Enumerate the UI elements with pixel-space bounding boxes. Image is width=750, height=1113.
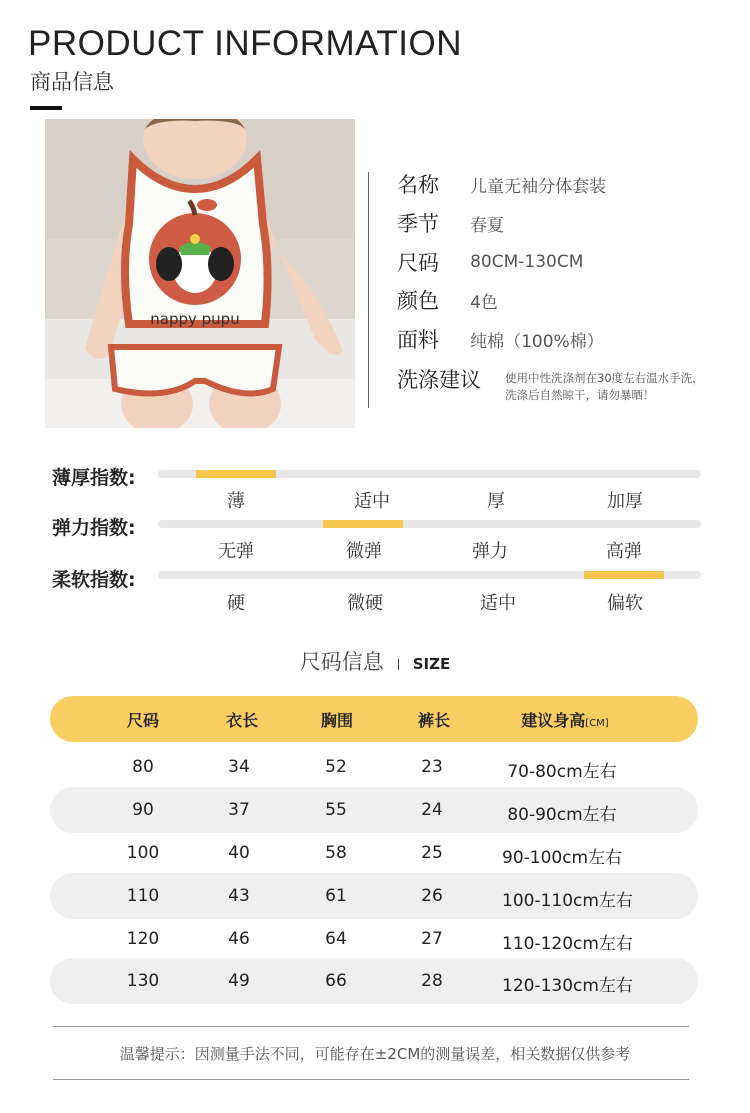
thickness-option: 厚 bbox=[487, 491, 505, 512]
table-cell: 80-90cm左右 bbox=[507, 805, 617, 825]
title-underline bbox=[30, 106, 62, 110]
table-cell: 90 bbox=[132, 800, 154, 820]
info-label: 季节 bbox=[397, 212, 439, 236]
header-cell-height bbox=[505, 708, 625, 731]
table-cell: 100 bbox=[126, 843, 160, 863]
header-cell: 衣长 bbox=[225, 711, 258, 730]
elasticity-option: 微弹 bbox=[346, 541, 382, 562]
table-cell: 46 bbox=[228, 929, 250, 949]
table-cell: 28 bbox=[421, 971, 443, 991]
info-label: 尺码 bbox=[397, 251, 439, 275]
table-cell: 43 bbox=[228, 886, 250, 906]
elasticity-option: 弹力 bbox=[472, 541, 508, 562]
footer-divider-bottom bbox=[53, 1079, 689, 1080]
info-row-season bbox=[397, 208, 747, 238]
table-cell: 120 bbox=[126, 929, 160, 949]
thickness-index-label: 薄厚指数: bbox=[52, 467, 136, 489]
table-cell: 100-110cm左右 bbox=[502, 891, 633, 911]
table-cell: 64 bbox=[325, 929, 347, 949]
table-cell: 23 bbox=[421, 757, 443, 777]
info-label: 颜色 bbox=[397, 289, 439, 313]
elasticity-option: 高弹 bbox=[606, 541, 642, 562]
page-title-en: PRODUCT INFORMATION bbox=[28, 24, 463, 63]
table-cell: 66 bbox=[325, 971, 347, 991]
table-cell: 58 bbox=[325, 843, 347, 863]
softness-selected-bar bbox=[584, 571, 664, 579]
info-value: 4色 bbox=[470, 292, 498, 313]
info-value: 80CM-130CM bbox=[470, 252, 584, 272]
info-row-color bbox=[397, 285, 747, 315]
header-cell-label: 建议身高 bbox=[521, 711, 586, 730]
info-row-size bbox=[397, 247, 747, 277]
softness-option: 硬 bbox=[227, 593, 245, 614]
softness-track bbox=[158, 571, 701, 579]
table-cell: 27 bbox=[421, 929, 443, 949]
softness-option: 适中 bbox=[480, 593, 516, 614]
table-cell: 61 bbox=[325, 886, 347, 906]
info-divider bbox=[368, 172, 369, 408]
wash-note bbox=[505, 370, 704, 404]
table-cell: 24 bbox=[421, 800, 443, 820]
table-cell: 120-130cm左右 bbox=[502, 976, 633, 996]
info-row-name bbox=[397, 169, 747, 199]
table-cell: 110-120cm左右 bbox=[502, 934, 633, 954]
elasticity-track bbox=[158, 520, 701, 528]
thickness-option: 适中 bbox=[354, 491, 390, 512]
measurement-note: 温馨提示：因测量手法不同，可能存在±2CM的测量误差，相关数据仅供参考 bbox=[119, 1045, 631, 1063]
elasticity-option: 无弹 bbox=[218, 541, 254, 562]
header-unit: [CM] bbox=[585, 718, 609, 729]
info-value: 纯棉（100%棉） bbox=[470, 331, 604, 352]
table-cell: 130 bbox=[126, 971, 160, 991]
thickness-track bbox=[158, 470, 701, 478]
table-cell: 70-80cm左右 bbox=[507, 762, 617, 782]
thickness-selected-bar bbox=[196, 470, 276, 478]
info-label: 面料 bbox=[397, 328, 439, 352]
size-title-en: SIZE bbox=[412, 655, 451, 673]
table-cell: 37 bbox=[228, 800, 250, 820]
info-row-fabric bbox=[397, 324, 747, 354]
softness-index-label: 柔软指数: bbox=[52, 569, 136, 591]
wash-label: 洗涤建议 bbox=[397, 368, 481, 392]
wash-note-line: 洗涤后自然晾干，请勿暴晒！ bbox=[505, 388, 655, 402]
info-label: 名称 bbox=[397, 173, 439, 197]
size-section-title bbox=[0, 646, 750, 676]
table-cell: 26 bbox=[421, 886, 443, 906]
thickness-option: 加厚 bbox=[607, 491, 643, 512]
table-cell: 40 bbox=[228, 843, 250, 863]
size-title-cn: 尺码信息 bbox=[299, 650, 384, 674]
title-separator bbox=[398, 659, 399, 670]
info-value: 春夏 bbox=[470, 215, 505, 236]
footer-divider-top bbox=[53, 1026, 689, 1027]
table-cell: 34 bbox=[228, 757, 250, 777]
info-value: 儿童无袖分体套装 bbox=[470, 176, 607, 197]
table-cell: 80 bbox=[132, 757, 154, 777]
page-title-cn: 商品信息 bbox=[30, 70, 114, 94]
header-cell: 胸围 bbox=[320, 711, 353, 730]
softness-option: 微硬 bbox=[347, 593, 383, 614]
thickness-option: 薄 bbox=[227, 491, 245, 512]
table-cell: 110 bbox=[126, 886, 160, 906]
table-cell: 52 bbox=[325, 757, 347, 777]
elasticity-index-label: 弹力指数: bbox=[52, 517, 136, 539]
header-cell: 尺码 bbox=[126, 711, 159, 730]
elasticity-selected-bar bbox=[323, 520, 403, 528]
wash-note-line: 使用中性洗涤剂在30度左右温水手洗， bbox=[505, 371, 704, 385]
softness-option: 偏软 bbox=[607, 593, 643, 614]
header-cell: 裤长 bbox=[417, 711, 450, 730]
product-photo bbox=[45, 119, 355, 428]
table-cell: 49 bbox=[228, 971, 250, 991]
table-cell: 55 bbox=[325, 800, 347, 820]
shirt-text: nappy pupu bbox=[150, 310, 240, 328]
table-cell: 90-100cm左右 bbox=[502, 848, 623, 868]
table-cell: 25 bbox=[421, 843, 443, 863]
